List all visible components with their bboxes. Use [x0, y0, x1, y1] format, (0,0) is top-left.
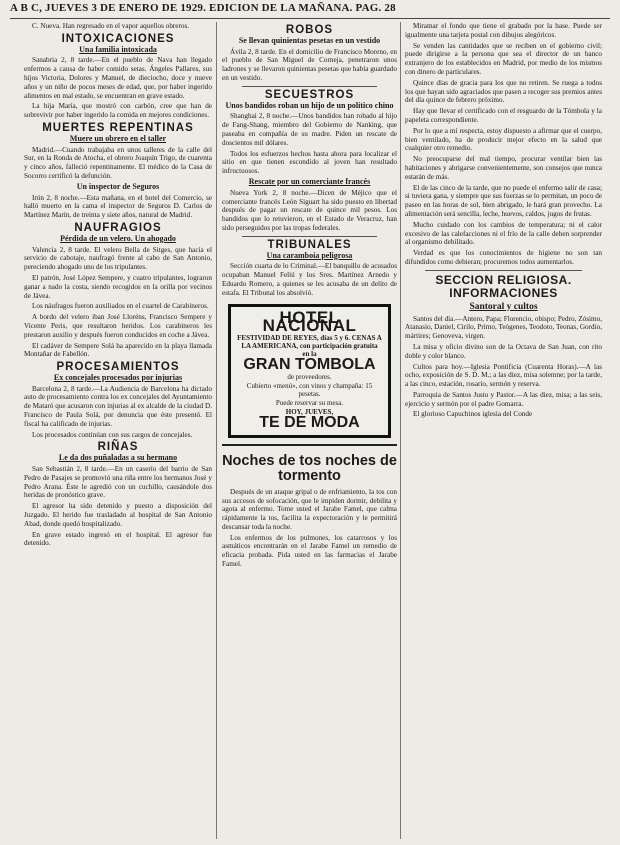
article-text: Barcelona 2, 8 tarde.—La Audiencia de Barcelona ha dictado auto de procesamiento contra los ex concejales del Ayuntamiento de Mataró que acusaron con injurias al ex alcalde de la ciudad D. Francisco de Paula Solá, por denuncia que éste presentó. El fiscal ha calificado de injurias.: [24, 384, 212, 428]
hotel-advertisement: [228, 304, 391, 438]
ad-text: Puede reservar su mesa.: [275, 398, 344, 407]
article-text: Cultos para hoy.—Iglesia Pontificia (Cuarenta Horas).—A las ocho, exposición de S. D. M.; a las diez, misa solemne; por la tarde, a las cinco, estación, rosario, sermón y reserva.: [405, 362, 602, 389]
article-text: Los náufragos fueron auxiliados en el cuartel de Carabineros.: [32, 302, 209, 311]
article-text: El agresor ha sido detenido y puesto a disposición del Juzgado. El herido fue trasladado al hospital de San Antonio Abad, donde quedó hospitalizado.: [24, 502, 212, 528]
article-text: Shanghai 2, 8 noche.—Unos bandidos han robado al hijo de Fang-Shang, miembro del Gobierno de Nanking, que paseaba en compañía de su madre. Piden un rescate de doscientos mil dólares.: [222, 112, 397, 147]
column-1: [24, 22, 212, 839]
ad-headline: Noches de tos noches de tormento: [222, 452, 397, 484]
article-text: Mucho cuidado con los cambios de temperatura; ni el calor excesivo de las calefacciones ni el frío de la calle deben sorprender al organismo debilitado.: [405, 220, 602, 247]
article-text: Valencia 2, 8 tarde. El velero Bella de Sitges, que hacía el servicio de cabotaje, naufragó frente al cabo de San Antonio, pereciendo ahogado uno de los tripulantes.: [24, 245, 212, 272]
section-title: SECCION RELIGIOSA. INFORMACIONES: [435, 272, 572, 300]
article-text: Miramar el fondo que tiene el grabado por la base. Puede ser igualmente una tarjeta postal con dibujos alegóricos.: [405, 22, 602, 39]
article-subtitle: Un inspector de Seguros: [76, 181, 160, 191]
page-header: A B C, JUEVES 3 DE ENERO DE 1929. EDICION DE LA MAÑANA. PAG. 28: [10, 2, 610, 19]
ad-text: HOY, JUEVES,: [285, 407, 334, 416]
article-subtitle: Santoral y cultos: [469, 301, 538, 312]
ad-text: de proveedores.: [287, 372, 332, 381]
column-rule: [216, 22, 217, 839]
article-text: Los procesados continúan con sus cargos de concejales.: [32, 430, 193, 439]
article-text: El glorioso Capuchinos iglesia del Conde: [413, 410, 533, 419]
section-title: MUERTES REPENTINAS: [42, 121, 194, 134]
article-subtitle: Una familia intoxicada: [79, 44, 157, 54]
article-subtitle: Se llevan quinientas pesetas en un vestido: [238, 35, 381, 45]
article-text: Los enfermos de los pulmones, los catarrosos y los asmáticos encontrarán en el Jarabe Famel un remedio de eficacia probada. Pida usted en las farmacias el Jarabe Famel.: [222, 533, 397, 569]
divider: [242, 236, 377, 237]
article-text: Por lo que a mí respecta, estoy dispuesto a afirmar que el cuerpo, bien ventilado, ha de producir mejor efecto en la salud que cualquier otro remedio.: [405, 126, 602, 153]
column-3: [405, 22, 602, 839]
divider: [425, 270, 582, 271]
article-text: La hija María, que mostró con carbón, cree que han de sobrevivir por haber ingerido la comida en mejores condiciones.: [24, 102, 212, 120]
article-text: Verdad es que los conocimientos de higiene no son tan difundidos como debieran; procuremos todos aumentarlos.: [405, 249, 602, 266]
ad-te-de-moda: TE DE MODA: [259, 413, 360, 431]
article-text: El cadáver de Sempere Solá ha aparecido en la playa llamada Montañar de Fabellón.: [24, 341, 212, 359]
ad-text: FESTIVIDAD DE REYES, días 5 y 6. CENAS A LA AMERICANA, con participación gratuita en la: [237, 334, 382, 359]
article-text: En grave estado ingresó en el hospital. El agresor fue detenido.: [24, 530, 212, 548]
section-title: TRIBUNALES: [267, 238, 352, 251]
article-text: Después de un ataque gripal o de enfriamiento, la tos con sus accesos de sofocación, que le impiden dormir, debilita y agota al enfermo. Tome usted el Jarabe Famel, que calma rápidamente la tos, facilita la expectoración y le permitirá descansar toda la noche.: [222, 487, 397, 531]
section-title: SECUESTROS: [264, 88, 355, 101]
article-subtitle: Ex concejales procesados por injurias: [53, 372, 183, 382]
article-text: La misa y oficio divino son de la Octava de San Juan, con rito doble y color blanco.: [405, 342, 602, 360]
article-subtitle: Rescate por un comerciante francés: [248, 176, 371, 186]
intro-text: C. Nueva. Han regresado en el vapor aquellos obreros.: [32, 22, 190, 30]
article-text: El patrón, José López Sempere, y cuatro tripulantes, lograron ganar a nado la costa, siendo recogidos en la orilla por vecinos de Jávea.: [24, 273, 212, 300]
article-text: No preocuparse del mal tiempo, procurar ventilar bien las habitaciones y abrigarse convenientemente, son consejos que nunca estarán de más.: [405, 155, 602, 181]
article-subtitle: Unos bandidos roban un hijo de un político chino: [225, 100, 394, 110]
divider: [242, 86, 377, 87]
section-title: ROBOS: [285, 24, 334, 36]
ad-tombola: GRAN TOMBOLA: [243, 356, 376, 374]
article-text: Madrid.—Cuando trabajaba en unos talleres de la calle del Sur, en la Ronda de Atocha, el obrero Joaquín Trigo, de cuarenta y cinco años, falleció repentinamente. El médico de la Casa de Socorro certificó la defunción.: [24, 145, 212, 180]
article-subtitle: Pérdida de un velero. Un ahogado: [60, 233, 176, 243]
section-title: INTOXICACIONES: [61, 32, 175, 45]
article-text: Parroquia de Santos Justo y Pastor.—A las diez, misa; a las seis, ejercicio y sermón por el padre Gomarra.: [405, 390, 602, 408]
article-text: Irún 2, 8 noche.—Esta mañana, en el hotel del Comercio, se halló muerto en la cama el inspector de Seguros D. Carlos de Martínez Marín, de treinta y siete años, natural de Madrid.: [24, 193, 212, 220]
article-text: Nueva York 2, 8 noche.—Dicen de Méjico que el comerciante francés León Siguart ha sido puesto en libertad después de pagar un rescate de quince mil pesos. Los bandidos que lo retuvieron, en el Estado de Veracruz, han sido perseguidos por las tropas federales.: [222, 188, 397, 232]
article-text: Hay que llevar el certificado con el resguardo de la Tómbola y la papeleta correspondiente.: [405, 107, 602, 124]
article-text: Se venden las cantidades que se reciben en el gobierno civil; puede dirigirse a la persona que sea el director de un banco extranjero de los establecidos en Madrid, por medio de los mismos con dinero de particulares.: [405, 41, 602, 76]
column-2: [222, 22, 397, 839]
article-text: El de las cinco de la tarde, que no puede el enfermo salir de casa; si tuviera gana, y siempre que sus fuerzas se lo permitan, un poco de paseo en las horas de sol, bien abrigado, le hará gran provecho. La alimentación será sencilla, leche, huevos, caldos, jugos de frutas.: [405, 183, 602, 218]
article-text: Todos los esfuerzos hechos hasta ahora para localizar el sitio en que tienen escondido al joven han resultado infructuosos.: [222, 149, 397, 176]
section-title: RIÑAS: [97, 441, 139, 454]
article-text: Sanabria 2, 8 tarde.—En el pueblo de Nava han llegado enfermos a causa de haber comido setas. Ángeles Pallares, sus hijos Victoria, Dolores y Manuel, de dieciocho, doce y nueve años y un niño de pocos meses de edad, que, por haber ingerido alimentos en mal estado, se encuentran en grave estado.: [24, 56, 212, 100]
ad-hotel-name: HOTEL NACIONAL: [262, 307, 357, 336]
ad-text: Cubierto «menú», con vinos y champaña: 15 pesetas.: [246, 381, 373, 398]
article-text: A bordo del velero iban José Lloréns, Francisco Sempere y Vicente Peris, que resultaron heridos. Los carabineros les prestaron auxilio y después fueron conducidos en coche a Jávea.: [24, 313, 212, 339]
column-rule: [400, 22, 401, 839]
jarabe-ad: [222, 444, 397, 569]
article-subtitle: Le da dos puñaladas a su hermano: [58, 453, 178, 463]
article-text: Santos del día.—Antero, Papa; Florencio, obispo; Pedro, Zósimo, Atanasio, Daniel, Cirilo, Primo, Teógenes, Teodoto, Teonas, Gordio, mártires; Genoveva, virgen.: [405, 314, 602, 341]
section-title: PROCESAMIENTOS: [56, 361, 180, 374]
article-text: Quince días de gracia para los que no retiren. Se ruega a todos los que hayan sido agraciados que pasen a recoger sus premios antes del día quince de febrero próximo.: [405, 78, 602, 105]
article-subtitle: Muere un obrero en el taller: [69, 133, 167, 143]
article-text: San Sebastián 2, 8 tarde.—En un caserío del barrio de San Pedro de Pasajes se promovió una riña entre los hermanos José y Pedro Arana. Éste le agredió con un cuchillo, causándole dos heridas de pronóstico grave.: [24, 465, 212, 500]
article-text: Sección cuarta de lo Criminal.—El banquillo de acusados ocupaban Manuel Feliú y los Sres. Martínez Arnedo y Eduardo Romero, a quienes se les acusaba de un delito de estafa. El Tribunal los absolvió.: [222, 262, 397, 297]
article-subtitle: Una caramboía peligrosa: [266, 250, 353, 260]
article-text: Ávila 2, 8 tarde. En el domicilio de Francisco Moreno, en el pueblo de San Miguel de Corneja, penetraron unos ladrones y se llevaron quinientas pesetas que había guardado en un vestido.: [222, 47, 397, 82]
section-title: NAUFRAGIOS: [74, 221, 162, 234]
